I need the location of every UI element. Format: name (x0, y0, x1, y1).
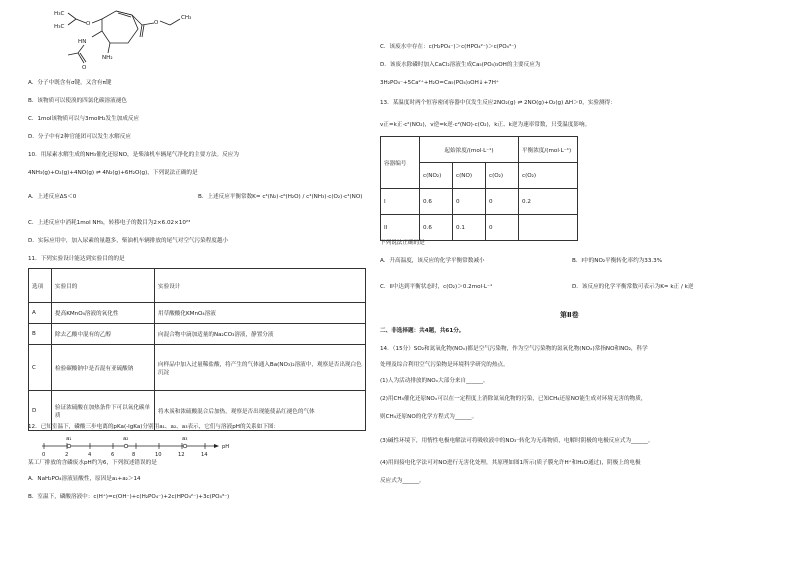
q13-row2-o2: 0 (486, 215, 519, 241)
q10-stem-line2: 4NH₃(g)+O₂(g)+4NO(g) ⇌ 4N₂(g)+6H₂O(g)，下列说法正确的是 (28, 170, 198, 176)
q12-stem: 12．已知室温下，磷酸三步电离的pKa(-lgKa)分别用a₁、a₂、a₃表示，它们与溶液pH的关系如下图： (28, 424, 280, 430)
q12-option-c: C．该废水中存在：c(H₂PO₄⁻)＞c(HPO₄²⁻)＞c(PO₄³⁻) (380, 44, 517, 50)
q13-sub-no: c(NO) (453, 163, 486, 189)
mol-h3c-bottom: H₃C (54, 24, 65, 30)
q14-part3: (3)碱性环境下，用惰性电极电解法可将吸收液中的NO₃⁻转化为无毒物质，电解时阴极的电极反应式为______。 (380, 438, 654, 444)
q13-rate-expression: v正=k正·c²(NO₂)，v逆=k逆·c²(NO)·c(O₂)，k正、k逆为速率常数，只受温度影响。 (380, 122, 591, 128)
q9-option-c: C．1mol该物质可以与3molH₂发生加成反应 (28, 116, 140, 122)
q12-tick-12: 12 (178, 452, 185, 458)
q10-option-c: C．上述反应中消耗1mol NH₃，转移电子的数目为2×6.02×10²³ (28, 220, 191, 226)
q13-row1-o2: 0 (486, 189, 519, 215)
q13-row1-no2: 0.6 (420, 189, 453, 215)
q14-part4-line2: 反应式为______。 (380, 478, 425, 484)
mol-hn: HN (78, 39, 87, 45)
q11-header-purpose: 实验目的 (52, 269, 155, 303)
q12-axis-ph: pH (222, 444, 230, 450)
q12-tick-2: 2 (65, 452, 69, 458)
q11-row-d-design: 将木炭和浓硫酸混合后加热，观察是否出现能使品红褪色的气体 (155, 391, 366, 431)
q12-stem-line2: 某工厂排放的含磷废水pH约为6，下列叙述错误的是 (28, 460, 157, 466)
q13-header-initial: 起始浓度/(mol·L⁻¹) (420, 137, 519, 163)
q13-option-c: C．II中达到平衡状态时，c(O₂)＞0.2mol·L⁻¹ (380, 284, 493, 290)
q12-tick-14: 14 (201, 452, 208, 458)
q14-part2-line2: 则CH₄还原NO的化学方程式为______。 (380, 414, 478, 420)
part-two-heading: 二、非选择题：共4题，共61分。 (380, 328, 465, 334)
q11-row-c-purpose: 检验碳酸钠中是否混有亚硫酸钠 (52, 345, 155, 391)
q11-header-row (29, 269, 366, 303)
q11-header-design: 实验设计 (155, 269, 366, 303)
q10-option-b: B．上述反应平衡常数K= c⁴(N₂)·c⁶(H₂O) / c⁴(NH₃)·c(O₂)·c⁴(NO) (198, 194, 363, 200)
q9-option-b: B．该物质可以使溴的四氯化碳溶液褪色 (28, 98, 127, 104)
q13-option-d: D．该反应的化学平衡常数可表示为K= k正 / k逆 (572, 284, 694, 290)
q13-row1-o2-eq: 0.2 (519, 189, 578, 215)
q13-option-b: B．I中的NO₂平衡转化率约为33.3% (572, 258, 663, 264)
molecule-structure-icon (38, 3, 208, 77)
q13-header-row (381, 137, 578, 163)
q13-header-equilibrium: 平衡浓度/(mol·L⁻¹) (519, 137, 578, 163)
q13-ask: 下列说法正确的是 (380, 240, 425, 246)
q9-option-a: A．分子中既含有σ键，又含有π键 (28, 80, 112, 86)
q13-header-container: 容器编号 (381, 137, 420, 189)
q11-row-b-design: 向混合物中滴加适量的Na₂CO₃溶液，静置分液 (155, 324, 366, 345)
q11-row-a-purpose: 提高KMnO₄溶液的氧化性 (52, 303, 155, 324)
q13-row1-no: 0 (453, 189, 486, 215)
q12-label-a1: a₁ (66, 436, 72, 442)
q10-stem-line1: 10．用尿素水解生成的NH₃催化还原NO，是柴油机车辆尾气净化的主要方法。反应为 (28, 152, 239, 158)
table-row (29, 324, 366, 345)
q10-option-a: A．上述反应ΔS＜0 (28, 194, 77, 200)
q12-a2-marker (124, 444, 128, 448)
q11-stem: 11．下列实验设计能达到实验目的的是 (28, 256, 125, 262)
q12-tick-8: 8 (132, 452, 136, 458)
table-row (29, 303, 366, 324)
q13-table (380, 136, 578, 241)
mol-nh2: NH₂ (102, 55, 113, 61)
q11-row-c-design: 向样品中加入过量稀盐酸，将产生的气体通入Ba(NO₃)₂溶液中，观察是否出现白色沉淀 (155, 345, 366, 391)
q12-label-a3: a₃ (182, 436, 188, 442)
q13-row1-id: I (381, 189, 420, 215)
q12-a3-marker (183, 444, 187, 448)
q12-option-b: B．室温下，磷酸溶液中：c(H⁺)=c(OH⁻)+c(H₂PO₄⁻)+2c(HPO₄²⁻)+3c(PO₄³⁻) (28, 494, 230, 500)
q13-sub-o2-eq: c(O₂) (519, 163, 578, 189)
q13-row2-id: II (381, 215, 420, 241)
q13-row2-o2-eq (519, 215, 578, 241)
q14-part1: (1)人为活动排放的NOₓ大部分来自______。 (380, 378, 489, 384)
q10-option-d: D．实际应用中，加入尿素的量越多，柴油机车辆排放的尾气对空气污染程度越小 (28, 238, 229, 244)
q11-row-a-design: 用草酸酸化KMnO₄溶液 (155, 303, 366, 324)
q12-tick-0: 0 (42, 452, 46, 458)
q11-row-b-option: B (29, 324, 52, 345)
q14-part2-line1: (2)用CH₄催化还原NOₓ可以在一定程度上消除氮氧化物的污染，已知CH₄还原NO能生成对环境无害的物质， (380, 396, 647, 402)
q14-line1: 14．（15分）SO₂和氮氧化物(NOₓ)都是空气污染物，作为空气污染物的氮氧化物(NOₓ)常指NO和NO₂，科学 (380, 346, 648, 352)
q11-table (28, 268, 366, 431)
q11-row-d-option: D (29, 391, 52, 431)
q12-option-a: A．NaH₂PO₄溶液显酸性，原因是a₁+a₂＞14 (28, 476, 141, 482)
mol-ch3: CH₃ (181, 15, 192, 21)
q13-option-a: A．升高温度，该反应的化学平衡常数减小 (380, 258, 485, 264)
mol-h3c-top: H₃C (54, 11, 65, 17)
q12-option-d-line2: 3H₂PO₄⁻+5Ca²⁺+H₂O=Ca₅(PO₄)₃OH↓+7H⁺ (380, 80, 499, 86)
q11-row-c-option: C (29, 345, 52, 391)
q13-stem: 13．某温度时两个恒容密闭容器中仅发生反应2NO₂(g) ⇌ 2NO(g)+O₂(g) ΔH＞0，实验测得： (380, 100, 616, 106)
q14-part4-line1: (4)用间接电化学法可对NO进行无害化处理，其原理如图1所示(质子膜允许H⁺和H₂O通过)，阴极上的电极 (380, 460, 641, 466)
q9-option-d: D．分子中有2种官能团可以发生水解反应 (28, 134, 131, 140)
q14-line2: 处理及综合利用空气污染物是环境科学研究的热点。 (380, 362, 509, 368)
mol-o-ester: O (154, 20, 159, 26)
q11-row-d-purpose: 验证浓硫酸在加热条件下可以氧化碳单质 (52, 391, 155, 431)
q12-label-a2: a₂ (123, 436, 129, 442)
q13-sub-no2: c(NO₂) (420, 163, 453, 189)
q11-row-b-purpose: 除去乙酸中混有的乙醇 (52, 324, 155, 345)
part-two-title: 第Ⅱ卷 (560, 311, 579, 319)
table-row (381, 215, 578, 241)
table-row (29, 345, 366, 391)
q12-ph-scale (38, 432, 238, 458)
mol-o: O (86, 21, 91, 27)
q11-header-option: 选项 (29, 269, 52, 303)
q13-row2-no: 0.1 (453, 215, 486, 241)
mol-o-carbonyl: O (82, 65, 87, 71)
q12-a1-marker (67, 444, 71, 448)
q12-tick-10: 10 (155, 452, 162, 458)
q12-option-d-line1: D．该废水除磷时加入CaCl₂溶液生成Ca₅(PO₄)₃OH的主要反应为 (380, 62, 541, 68)
q13-row2-no2: 0.6 (420, 215, 453, 241)
q13-sub-o2: c(O₂) (486, 163, 519, 189)
table-row (381, 189, 578, 215)
q12-tick-4: 4 (88, 452, 92, 458)
q12-tick-6: 6 (111, 452, 115, 458)
q11-row-a-option: A (29, 303, 52, 324)
